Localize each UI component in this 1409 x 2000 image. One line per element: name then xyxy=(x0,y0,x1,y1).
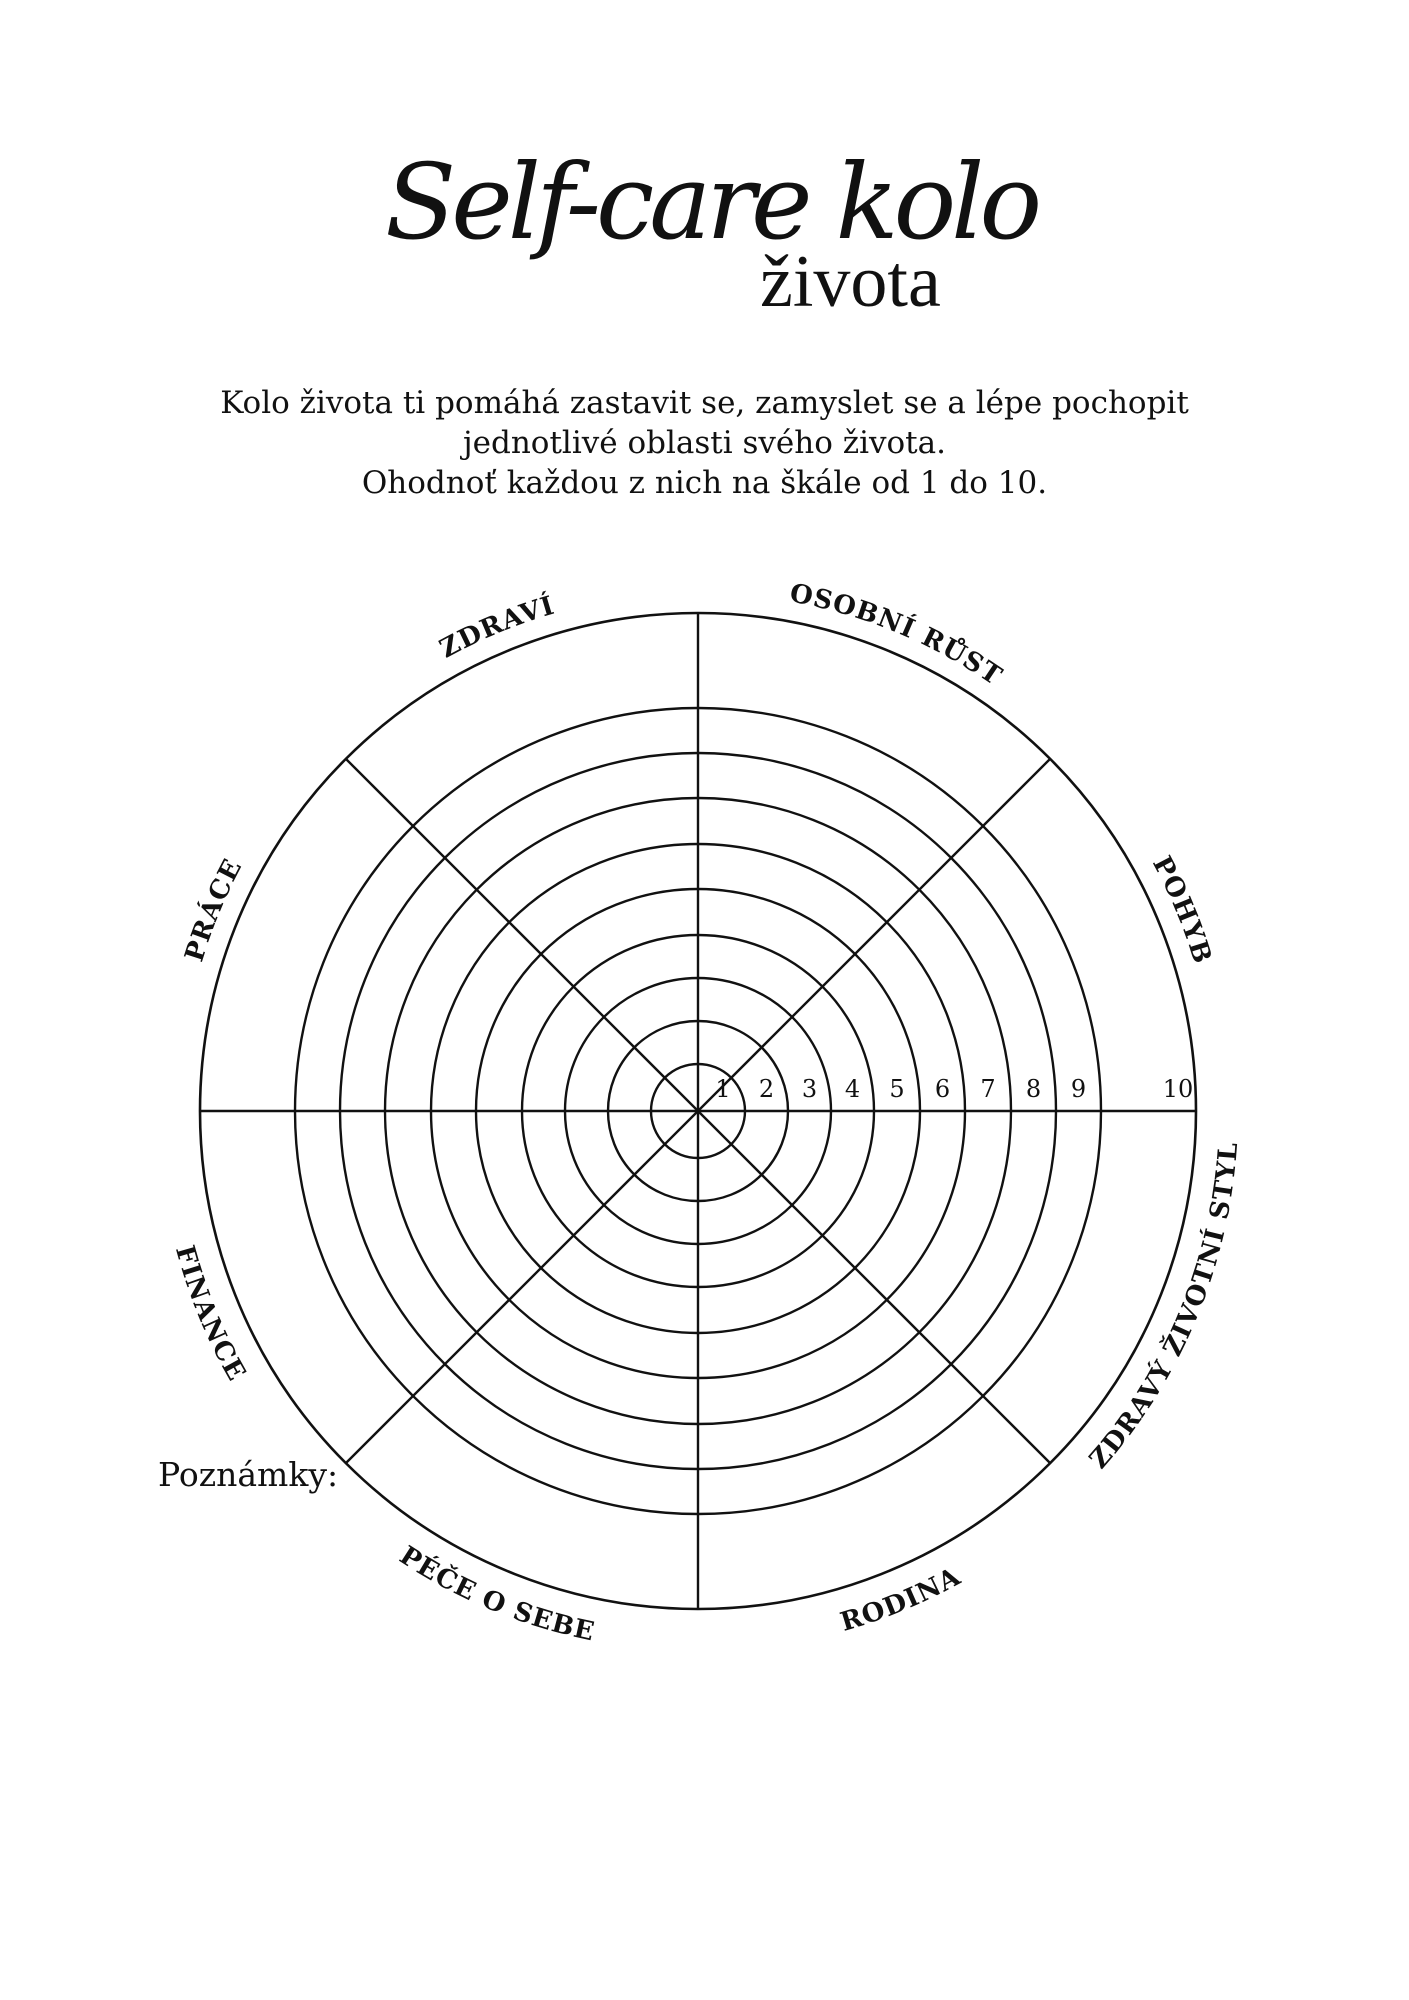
wheel-spoke-6 xyxy=(346,759,698,1111)
intro-line-2: jednotlivé oblasti svého života. xyxy=(463,425,946,461)
wheel-spoke-8 xyxy=(698,759,1050,1111)
area-label-5: RODINA xyxy=(837,1561,966,1638)
area-label-2: OSOBNÍ RŮST xyxy=(787,578,1008,693)
wheel-spokes xyxy=(200,613,1196,1609)
notes-label: Poznámky: xyxy=(158,1455,339,1494)
scale-label-9: 9 xyxy=(1070,1075,1087,1103)
scale-label-4: 4 xyxy=(844,1075,861,1103)
area-label-8: PRÁCE xyxy=(179,853,249,966)
area-label-4: ZDRAVÝ ŽIVOTNÍ STYL xyxy=(1083,1140,1245,1475)
wheel-spoke-4 xyxy=(346,1111,698,1463)
scale-label-1: 1 xyxy=(715,1075,731,1103)
scale-label-8: 8 xyxy=(1025,1075,1042,1103)
area-label-7: FINANCE xyxy=(168,1242,252,1387)
area-label-6: PÉČE O SEBE xyxy=(394,1540,598,1648)
intro-line-3: Ohodnoť každou z nich na škále od 1 do 10. xyxy=(361,465,1048,501)
page-subtitle: života xyxy=(760,241,941,323)
scale-label-10: 10 xyxy=(1162,1075,1194,1103)
scale-label-7: 7 xyxy=(980,1075,996,1103)
page-title: Self-care kolo xyxy=(385,141,1038,263)
wheel-spoke-2 xyxy=(698,1111,1050,1463)
scale-label-5: 5 xyxy=(889,1075,905,1103)
area-label-1: ZDRAVÍ xyxy=(435,590,559,665)
scale-label-2: 2 xyxy=(758,1075,775,1103)
intro-line-1: Kolo života ti pomáhá zastavit se, zamyslet se a lépe pochopit xyxy=(220,385,1189,421)
scale-label-6: 6 xyxy=(934,1075,951,1103)
scale-label-3: 3 xyxy=(801,1075,818,1103)
area-label-3: POHYB xyxy=(1146,851,1218,968)
